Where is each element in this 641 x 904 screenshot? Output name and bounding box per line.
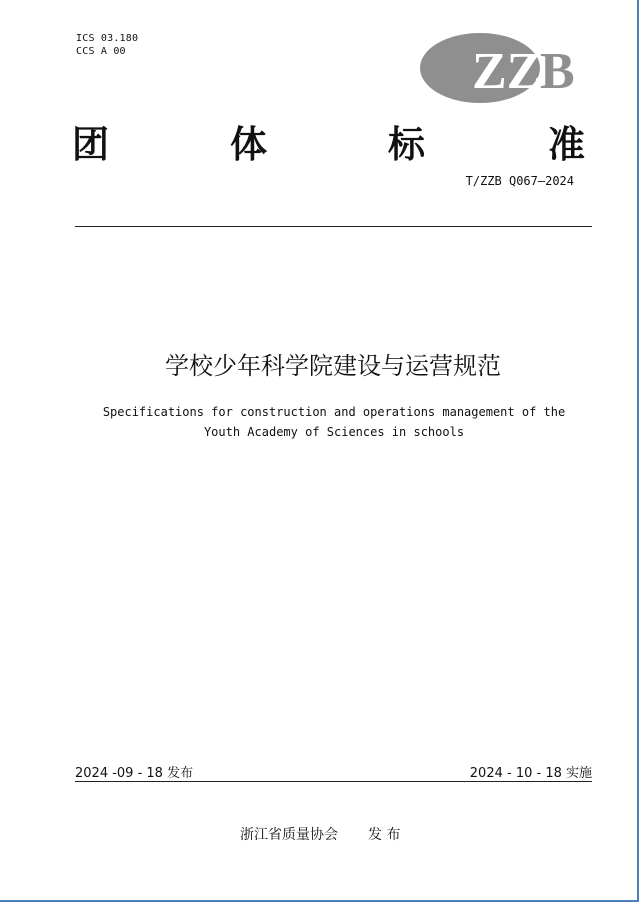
ics-code: ICS 03.180	[76, 33, 139, 44]
category-char-2: 体	[230, 122, 267, 166]
document-title-chinese: 学校少年科学院建设与运营规范	[165, 352, 501, 380]
publisher-line	[240, 824, 400, 844]
publisher-name: 浙江省质量协会	[240, 827, 338, 843]
category-char-3: 标	[388, 122, 425, 166]
classification-codes	[76, 32, 138, 58]
date-row	[75, 762, 592, 780]
category-char-4: 准	[548, 122, 585, 166]
footer-divider	[75, 781, 592, 782]
document-title-english	[90, 402, 578, 442]
ccs-code: CCS A 00	[76, 46, 126, 57]
zzb-logo-graphic	[420, 30, 580, 106]
logo-text-light: ZZ	[472, 43, 542, 100]
publish-action: 发 布	[368, 827, 401, 843]
release-date: 2024 -09 - 18 发布	[75, 766, 194, 781]
english-title-line-1: Specifications for construction and operations management of the	[102, 405, 566, 419]
zzb-logo	[420, 30, 580, 106]
logo-text-gray: B	[540, 43, 575, 100]
category-char-1: 团	[72, 122, 109, 166]
document-category-title	[72, 114, 588, 164]
header-divider	[75, 226, 592, 227]
standard-number: T/ZZB Q067—2024	[465, 174, 574, 188]
english-title-line-2: Youth Academy of Sciences in schools	[203, 425, 465, 439]
implementation-date: 2024 - 10 - 18 实施	[469, 766, 592, 781]
